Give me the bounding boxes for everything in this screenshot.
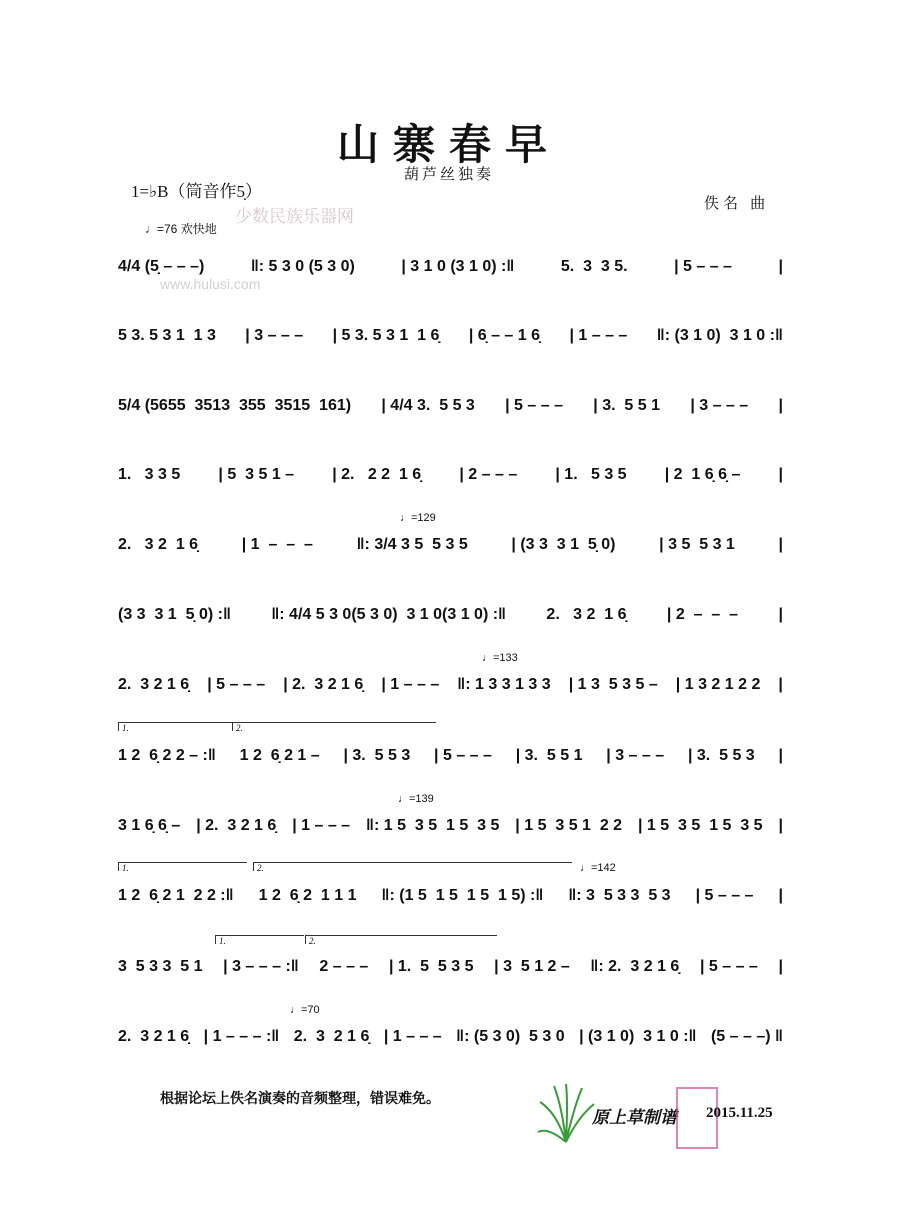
measure: | 1 – – – <box>292 817 351 834</box>
measure: | 3. 5 5 3 <box>687 747 755 764</box>
score-line <box>118 531 783 559</box>
score-line <box>118 1023 783 1051</box>
measure: 3 1 6̣ 6̣ – <box>118 817 181 834</box>
measure: | 1 – – – <box>569 327 628 344</box>
measure: | <box>778 466 783 483</box>
measure: 5/4 (5655 3513 355 3515 161) <box>118 397 352 414</box>
measure: 1 2 6̣ 2 1 1 1 <box>258 887 357 904</box>
measure: | 5 – – – <box>695 887 754 904</box>
measure: 2. 3 2 1 6̣ <box>546 606 627 623</box>
measure: | <box>778 606 783 623</box>
measure: | 3 5 1 2 – <box>494 958 570 975</box>
measure: (3 3 3 1 5̣ 0) :‖ <box>118 606 231 623</box>
volta-1: 1. <box>118 722 232 731</box>
measure: | <box>778 747 783 764</box>
measure: 2. 3 2 1 6̣ <box>118 1028 190 1045</box>
measure: | 2 – – – <box>459 466 518 483</box>
measure: 1 2 6̣ 2 2 – :‖ <box>118 747 216 764</box>
score-line <box>118 601 783 629</box>
measure: ‖: 3 5 3 3 5 3 <box>568 887 671 904</box>
measure: | 5 – – – <box>505 397 563 414</box>
measure: | 5 – – – <box>207 676 266 693</box>
measure: | 2. 3 2 1 6̣ <box>283 676 364 693</box>
score-subtitle: 葫芦丝独奏 <box>403 166 494 183</box>
volta-2: 2. <box>253 862 572 871</box>
measure: | 3. 5 5 3 <box>343 747 411 764</box>
tempo-mark: ♩=70 <box>290 1004 320 1016</box>
volta-1: 1. <box>118 862 247 871</box>
measure: ‖: 3/4 3 5 5 3 5 <box>356 536 468 553</box>
score-line <box>118 882 783 910</box>
tempo-mark: ♩=139 <box>398 793 434 805</box>
measure: | 3. 5 5 1 <box>515 747 583 764</box>
tempo-mark: ♩=142 <box>580 862 616 874</box>
measure: | 3 5 5 3 1 <box>659 536 735 553</box>
measure: 1 2 6̣ 2 1 – <box>239 747 320 764</box>
score-line <box>118 812 783 840</box>
measure: | 2. 2 2 1 6̣ <box>332 466 422 483</box>
composer: 佚名 曲 <box>704 195 770 212</box>
measure: 5 3. 5 3 1 1 3 <box>118 327 216 344</box>
measure: 1 2 6̣ 2 1 2 2 :‖ <box>118 887 234 904</box>
measure: | 1 5 3 5 1 2 2 <box>515 817 623 834</box>
measure: | 1 – – – <box>381 676 440 693</box>
tempo-mark: ♩=129 <box>400 512 436 524</box>
measure: ‖: 4/4 5 3 0(5 3 0) 3 1 0(3 1 0) :‖ <box>271 606 507 623</box>
measure: 3 5 3 3 5 1 <box>118 958 203 975</box>
measure: | 5 – – – <box>699 958 758 975</box>
measure: | <box>778 397 783 414</box>
footer-note: 根据论坛上佚名演奏的音频整理，错误难免。 <box>160 1091 440 1107</box>
measure: | 2. 3 2 1 6̣ <box>196 817 277 834</box>
score-line <box>118 953 783 981</box>
measure: ‖: 1 5 3 5 1 5 3 5 <box>366 817 500 834</box>
measure: | 2 1 6̣ 6̣ – <box>664 466 741 483</box>
score-line <box>118 392 783 420</box>
measure: | <box>778 676 783 693</box>
key-signature: 1=♭B（筒音作5̣） <box>131 182 262 201</box>
measure: | (3 3 3 1 5̣ 0) <box>511 536 616 553</box>
measure: | 3 1 0 (3 1 0) :‖ <box>401 258 515 275</box>
measure: 4/4 (5̣ – – –) <box>118 258 205 275</box>
measure: ‖: (5 3 0) 5 3 0 <box>456 1028 565 1045</box>
measure: ‖: 5 3 0 (5 3 0) <box>250 258 355 275</box>
measure: | <box>778 887 783 904</box>
measure: ‖: 1 3 3 1 3 3 <box>457 676 551 693</box>
score-title: 山寨春早 <box>336 120 561 169</box>
measure: | <box>778 536 783 553</box>
measure: | 1. 5 3 5 <box>555 466 627 483</box>
measure: | 1 – – – <box>383 1028 442 1045</box>
score-line <box>118 253 783 281</box>
volta-2: 2. <box>305 935 497 944</box>
measure: | 3. 5 5 1 <box>593 397 661 414</box>
measure: 2 – – – <box>319 958 369 975</box>
measure: | 6̣ – – 1 6̣ <box>468 327 541 344</box>
measure: | 3 – – – <box>245 327 304 344</box>
measure: ‖: (1 5 1 5 1 5 1 5) :‖ <box>381 887 544 904</box>
measure: | 1 5 3 5 1 5 3 5 <box>638 817 763 834</box>
measure: | 1 3 5 3 5 – <box>568 676 658 693</box>
volta-2: 2. <box>232 722 436 731</box>
watermark-site-name: 少数民族乐器网 <box>235 207 354 226</box>
measure: | 2 – – – <box>666 606 739 623</box>
measure: 2. 3 2 1 6̣ <box>118 536 199 553</box>
initial-tempo: ♩=76 欢快地 <box>145 222 217 236</box>
score-line <box>118 742 783 770</box>
measure: | 3 – – – :‖ <box>223 958 299 975</box>
measure: | 4/4 3. 5 5 3 <box>381 397 475 414</box>
measure: | 5 3. 5 3 1 1 6̣ <box>332 327 440 344</box>
measure: 1. 3 3 5 <box>118 466 181 483</box>
measure: | 1 – – – :‖ <box>203 1028 280 1045</box>
measure: | 1 3 2 1 2 2 <box>675 676 761 693</box>
measure: 5. 3 3 5. <box>560 258 628 275</box>
measure: (5 – – –) ‖ <box>710 1028 783 1045</box>
score-line <box>118 671 783 699</box>
measure: | 1 – – – <box>241 536 313 553</box>
score-line <box>118 461 783 489</box>
measure: | <box>778 817 783 834</box>
score-line <box>118 322 783 350</box>
measure: 2. 3 2 1 6̣ <box>293 1028 370 1045</box>
volta-1: 1. <box>215 935 304 944</box>
measure: | 5 3 5 1 – <box>218 466 295 483</box>
measure: | <box>778 958 783 975</box>
measure: ‖: (3 1 0) 3 1 0 :‖ <box>656 327 783 344</box>
measure: 2. 3 2 1 6̣ <box>118 676 190 693</box>
measure: | 5 – – – <box>674 258 732 275</box>
measure: | 3 – – – <box>606 747 665 764</box>
grass-logo-icon <box>536 1082 596 1144</box>
signature: 原上草制谱 <box>592 1108 677 1127</box>
watermark-url: www.hulusi.com <box>160 276 261 292</box>
measure: | 1. 5 5 3 5 <box>388 958 474 975</box>
measure: ‖: 2. 3 2 1 6̣ <box>590 958 680 975</box>
measure: | 5 – – – <box>434 747 492 764</box>
tempo-mark: ♩=133 <box>482 652 518 664</box>
measure: | <box>778 258 783 275</box>
measure: | 3 – – – <box>690 397 749 414</box>
measure: | (3 1 0) 3 1 0 :‖ <box>579 1028 697 1045</box>
date: 2015.11.25 <box>706 1105 773 1121</box>
